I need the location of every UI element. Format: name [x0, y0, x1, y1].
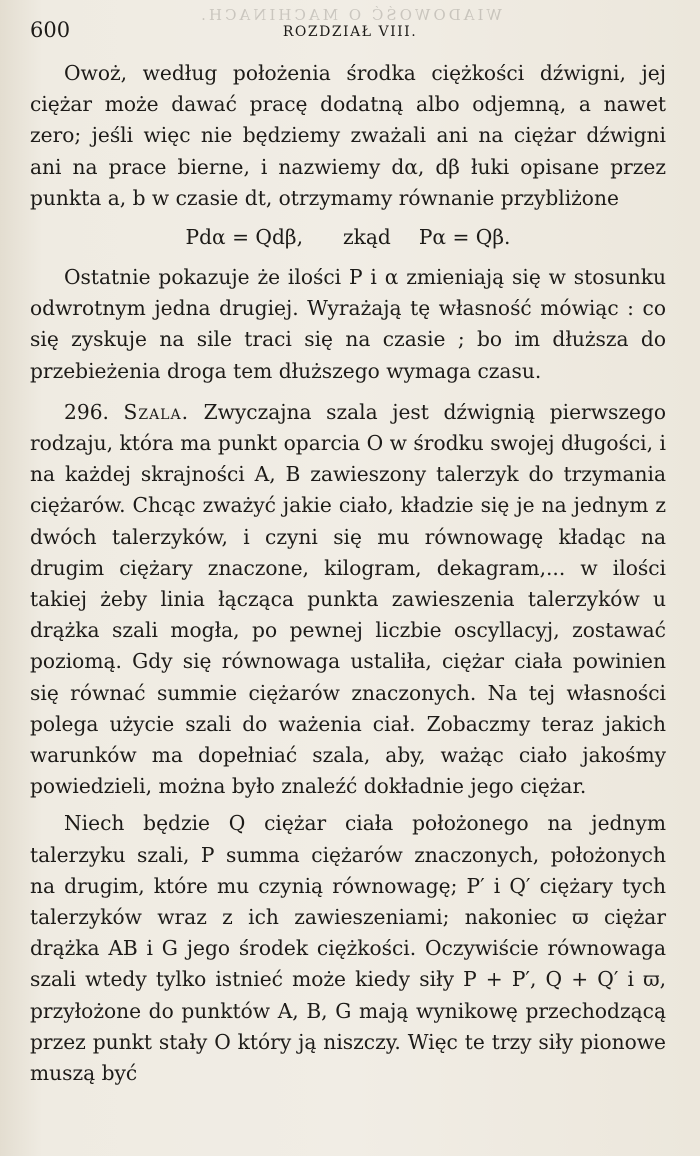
- paragraph-3: [30, 397, 666, 803]
- section-number: 296.: [64, 399, 109, 424]
- equation: [30, 218, 666, 256]
- section-heading: Szala.: [123, 399, 190, 424]
- paragraph-4: Niech będzie Q ciężar ciała położonego na jednym talerzyku szali, P summa ciężarów znaczonych, położonych na drugim, które mu czynią równowagę; P′ i Q′ ciężary tych talerzyków wraz z ich zawieszeniami; nakoniec ϖ ciężar drążka AB i G jego środek ciężkości. Oczywiście równowaga szali wtedy tylko istnieć może kiedy siły P + P′, Q + Q′ i ϖ, przyłożone do punktów A, B, G mają wynikowę przechodzącą przez punkt stały O który ją niszczy. Więc te trzy siły pionowe muszą być: [30, 811, 666, 1086]
- equation-right: Pα = Qβ.: [418, 225, 511, 250]
- page-number: 600: [30, 18, 71, 42]
- running-head: ROZDZIAŁ VIII.: [282, 24, 418, 40]
- paragraph-1: Owoż, według położenia środka ciężkości dźwigni, jej ciężar może dawać pracę dodatną albo odjemną, a nawet zero; jeśli więc nie będziemy zważali ani na ciężar dźwigni ani na prace bierne, i nazwiemy dα, dβ łuki opisane przez punkta a, b w czasie dt, otrzymamy równanie przybliżone: [30, 61, 666, 210]
- bleed-through-text: WIADOWOŚĆ O MACHINACH.: [198, 6, 502, 24]
- paragraph-3-text: Zwyczajna szala jest dźwignią pierwszego rodzaju, która ma punkt oparcia O w środku swojej długości, i na każdej skrajności A, B zawieszony talerzyk do trzymania ciężarów. Chcąc zważyć jakie ciało, kładzie się je na jednym z dwóch talerzyków, i czyni się mu równowagę kładąc na drugim ciężary znaczone, kilogram, dekagram,... w ilości takiej żeby linia łącząca punkta zawieszenia talerzyków u drążka szali mogła, po pewnej liczbie oscyllacyj, zostawać poziomą. Gdy się równowaga ustaliła, ciężar ciała powinien się równać summie ciężarów znaczonych. Na tej własności polega użycie szali do ważenia ciał. Zobaczmy teraz jakich warunków ma dopełniać szala, aby, ważąc ciało jakośmy powiedzieli, można było znaleźć dokładnie jego ciężar.: [30, 399, 666, 799]
- page-body: [30, 58, 666, 1089]
- page-header: [30, 18, 670, 48]
- paragraph-2: Ostatnie pokazuje że ilości P i α zmieniają się w stosunku odwrotnym jedna drugiej. Wyrażają tę własność mówiąc : co się zyskuje na sile traci się na czasie ; bo im dłuższa do przebieżenia droga tem dłuższego wymaga czasu.: [30, 265, 666, 383]
- equation-connector: zkąd: [343, 225, 391, 250]
- equation-left: Pdα = Qdβ,: [185, 225, 303, 250]
